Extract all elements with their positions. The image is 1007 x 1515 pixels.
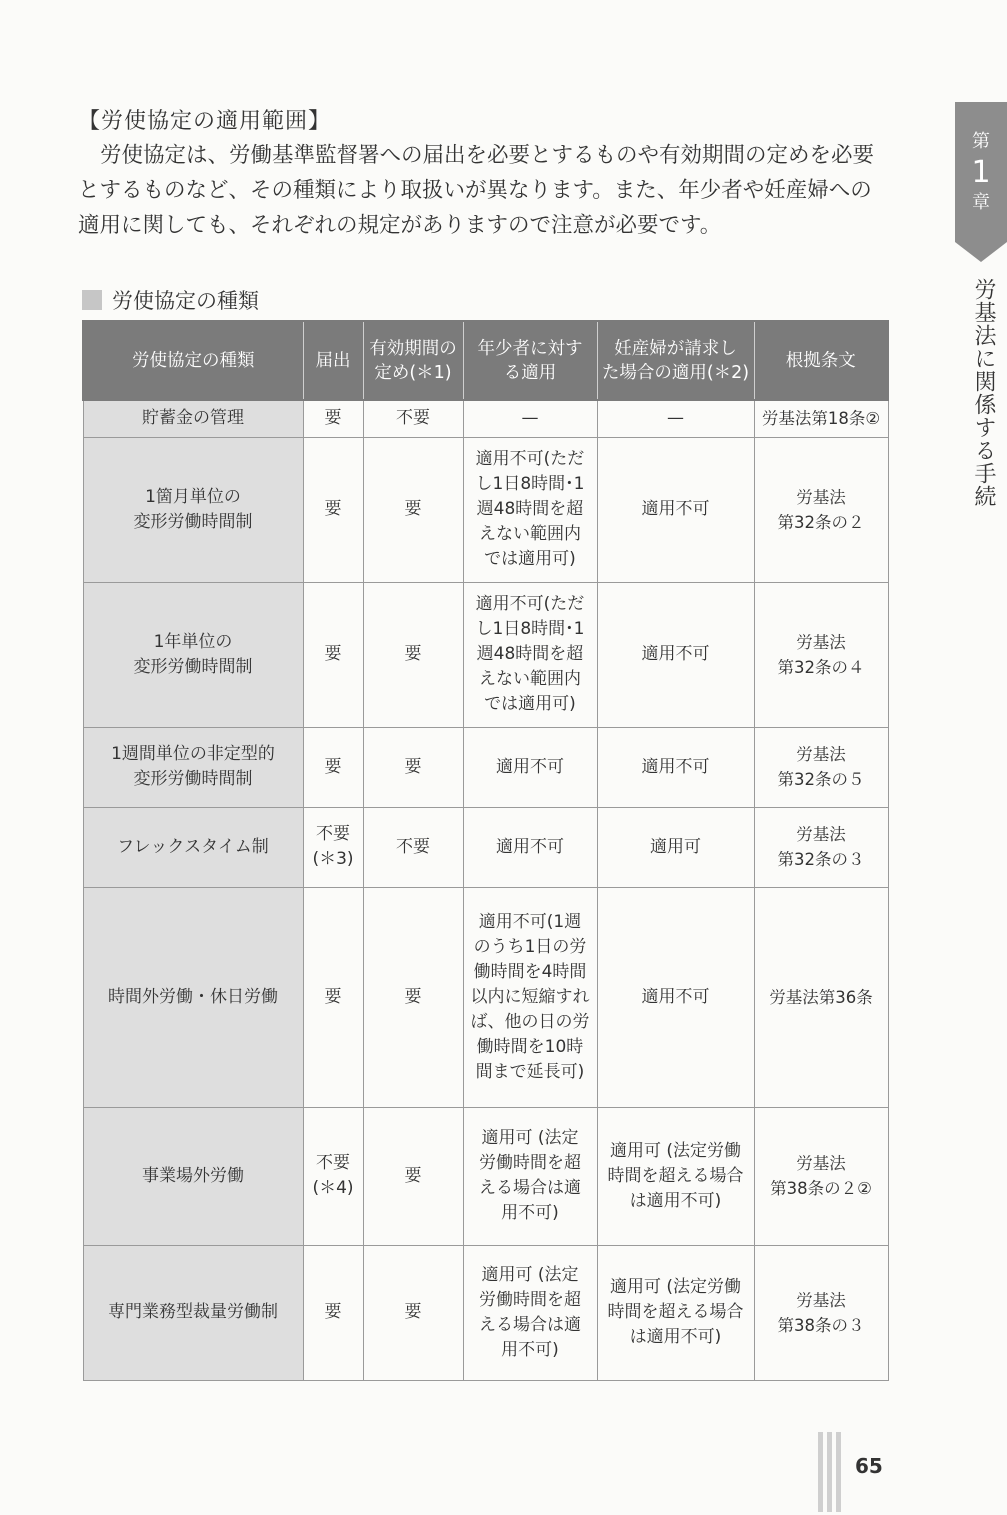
cell-text: 適用不可 xyxy=(641,986,710,1007)
cell-text: 要 xyxy=(324,756,342,777)
agreement-types-table xyxy=(82,320,889,1381)
cell-validity xyxy=(363,400,463,437)
cell-text: 事業場外労働 xyxy=(142,1165,244,1186)
cell-text: は適用不可) xyxy=(629,1190,722,1211)
cell-text: 適用可 (法定労働 xyxy=(609,1140,742,1161)
header-maternity xyxy=(597,321,754,400)
cell-text: 要 xyxy=(404,1302,422,1322)
cell-filing xyxy=(303,437,363,582)
cell-kind xyxy=(83,727,303,807)
table-title-text: 労使協定の種類 xyxy=(112,289,259,313)
cell-kind xyxy=(83,1107,303,1245)
cell-text: 不要 xyxy=(396,836,430,857)
cell-kind xyxy=(83,887,303,1107)
table-header-row xyxy=(83,321,888,400)
cell-text: 1週間単位の非定型的 xyxy=(111,744,275,764)
cell-kind xyxy=(83,1245,303,1380)
cell-text: フレックスタイム制 xyxy=(117,836,269,857)
cell-text: 1年単位の xyxy=(153,631,233,652)
cell-filing xyxy=(303,1107,363,1245)
cell-text: 不要 xyxy=(316,1153,350,1173)
cell-text: 要 xyxy=(404,644,422,664)
cell-minors xyxy=(463,400,597,437)
header-kind xyxy=(83,321,303,400)
cell-text: 要 xyxy=(404,1165,422,1186)
header-text: 有効期間の xyxy=(369,338,457,359)
cell-text: えない範囲内 xyxy=(479,669,581,689)
cell-text: 以内に短縮すれ xyxy=(470,986,590,1007)
cell-text: 適用不可(ただ xyxy=(475,594,585,614)
header-text: 根拠条文 xyxy=(785,350,856,371)
cell-text: では適用可) xyxy=(484,549,576,569)
cell-basis xyxy=(754,1245,888,1380)
header-text: 届出 xyxy=(315,350,351,371)
table-title xyxy=(82,285,259,315)
cell-maternity xyxy=(597,437,754,582)
cell-text: — xyxy=(667,408,684,429)
cell-text: 労働時間を超 xyxy=(479,1289,581,1310)
header-validity xyxy=(363,321,463,400)
cell-text: える場合は適 xyxy=(479,1178,581,1198)
cell-text: 労基法 xyxy=(796,1154,846,1173)
table-row xyxy=(83,400,888,437)
cell-text: 適用可 (法定労働 xyxy=(609,1277,742,1297)
cell-text: 適用不可 xyxy=(496,756,564,777)
cell-kind xyxy=(83,400,303,437)
page-folio xyxy=(818,1432,883,1512)
cell-minors xyxy=(463,1107,597,1245)
cell-maternity xyxy=(597,1245,754,1380)
cell-basis xyxy=(754,582,888,727)
cell-maternity xyxy=(597,727,754,807)
cell-text: 働時間を4時間 xyxy=(473,961,587,982)
cell-text: 適用可 xyxy=(650,836,701,857)
cell-text: 第38条の３ xyxy=(777,1315,865,1335)
header-text: 定め(＊1) xyxy=(374,362,452,383)
intro-line: とするものなど、その種類により取扱いが異なります。また、年少者や妊産婦への xyxy=(78,178,872,203)
cell-text: 第32条の３ xyxy=(777,850,865,869)
chapter-tab xyxy=(955,102,1007,242)
cell-minors xyxy=(463,887,597,1107)
header-basis xyxy=(754,321,888,400)
table-row xyxy=(83,727,888,807)
cell-validity xyxy=(363,807,463,887)
cell-text: 時間を超える場合 xyxy=(607,1165,744,1186)
cell-text: し1日8時間･1 xyxy=(475,619,585,639)
cell-text: 労基法 xyxy=(796,1290,846,1310)
cell-text: 適用不可(ただ xyxy=(475,449,585,469)
cell-kind xyxy=(83,582,303,727)
cell-text: ば、他の日の労 xyxy=(470,1011,590,1032)
cell-text: 要 xyxy=(324,986,342,1007)
table-row xyxy=(83,582,888,727)
cell-maternity xyxy=(597,582,754,727)
table-row xyxy=(83,807,888,887)
header-minors xyxy=(463,321,597,400)
cell-text: える場合は適 xyxy=(479,1314,581,1335)
cell-text: 適用可 (法定 xyxy=(481,1128,579,1148)
cell-text: 第32条の２ xyxy=(777,512,865,532)
cell-text: 適用不可(1週 xyxy=(478,911,582,932)
intro-line: 適用に関しても、それぞれの規定がありますので注意が必要です。 xyxy=(78,213,722,238)
header-text: た場合の適用(＊2) xyxy=(601,362,750,383)
section-heading: 【労使協定の適用範囲】 xyxy=(78,109,332,134)
chapter-side-title: 労基法に関係する手続 xyxy=(971,278,996,508)
cell-text: えない範囲内 xyxy=(479,524,581,544)
cell-text: 適用可 (法定 xyxy=(481,1264,579,1285)
cell-basis xyxy=(754,887,888,1107)
cell-text: 不要 xyxy=(316,824,350,844)
cell-text: では適用可) xyxy=(484,694,576,714)
cell-text: (＊3) xyxy=(312,849,354,869)
cell-minors xyxy=(463,582,597,727)
header-text: 年少者に対す xyxy=(477,338,583,359)
cell-text: 適用不可 xyxy=(496,836,564,857)
cell-text: 第32条の４ xyxy=(777,657,865,677)
cell-minors xyxy=(463,1245,597,1380)
cell-validity xyxy=(363,582,463,727)
cell-text: 時間を超える場合 xyxy=(607,1302,744,1322)
cell-text: のうち1日の労 xyxy=(473,936,587,957)
square-bullet-icon xyxy=(82,290,102,310)
cell-text: 要 xyxy=(324,644,342,664)
cell-text: 時間外労働・休日労働 xyxy=(108,986,278,1007)
header-filing xyxy=(303,321,363,400)
cell-maternity xyxy=(597,807,754,887)
cell-text: 労基法第18条② xyxy=(761,409,881,429)
table-row xyxy=(83,1245,888,1380)
cell-validity xyxy=(363,1245,463,1380)
cell-text: は適用不可) xyxy=(629,1327,722,1347)
cell-filing xyxy=(303,887,363,1107)
cell-filing xyxy=(303,807,363,887)
cell-text: 要 xyxy=(324,499,342,519)
cell-text: 変形労働時間制 xyxy=(133,769,253,789)
cell-filing xyxy=(303,582,363,727)
cell-kind xyxy=(83,807,303,887)
table-row xyxy=(83,887,888,1107)
cell-text: 労基法 xyxy=(796,825,846,844)
cell-text: 労基法 xyxy=(796,487,846,507)
folio-bars-icon xyxy=(818,1432,841,1512)
cell-text: 労働時間を超 xyxy=(479,1153,581,1173)
cell-basis xyxy=(754,400,888,437)
cell-text: 第38条の２② xyxy=(770,1179,872,1198)
cell-filing xyxy=(303,400,363,437)
cell-text: 労基法第36条 xyxy=(769,987,873,1007)
cell-filing xyxy=(303,1245,363,1380)
cell-basis xyxy=(754,1107,888,1245)
intro-line: 労使協定は、労働基準監督署への届出を必要とするものや有効期間の定めを必要 xyxy=(100,143,875,168)
cell-text: (＊4) xyxy=(312,1178,354,1198)
cell-minors xyxy=(463,437,597,582)
cell-text: 働時間を10時 xyxy=(476,1036,584,1057)
cell-text: 貯蓄金の管理 xyxy=(142,408,244,429)
page-number: 65 xyxy=(855,1454,883,1478)
cell-validity xyxy=(363,887,463,1107)
cell-text: 適用不可 xyxy=(641,756,710,777)
cell-minors xyxy=(463,727,597,807)
cell-text: 適用不可 xyxy=(641,644,710,664)
cell-text: 不要 xyxy=(396,408,430,429)
chapter-tab-bottom: 章 xyxy=(972,191,990,213)
cell-text: 第32条の５ xyxy=(777,770,865,789)
cell-text: 変形労働時間制 xyxy=(133,511,253,532)
cell-text: 要 xyxy=(404,986,422,1007)
cell-minors xyxy=(463,807,597,887)
cell-kind xyxy=(83,437,303,582)
cell-text: 要 xyxy=(324,1302,342,1322)
header-text: 妊産婦が請求し xyxy=(614,338,737,359)
cell-text: 週48時間を超 xyxy=(476,499,584,519)
cell-text: 労基法 xyxy=(796,632,846,652)
cell-text: — xyxy=(521,408,539,429)
table-row xyxy=(83,1107,888,1245)
cell-text: 要 xyxy=(404,499,422,519)
cell-text: 1箇月単位の xyxy=(145,486,241,507)
cell-text: 要 xyxy=(404,756,422,777)
cell-filing xyxy=(303,727,363,807)
chapter-tab-top: 第 xyxy=(972,130,990,152)
cell-validity xyxy=(363,1107,463,1245)
cell-validity xyxy=(363,727,463,807)
cell-text: し1日8時間･1 xyxy=(475,474,585,494)
cell-basis xyxy=(754,807,888,887)
header-text: 労使協定の種類 xyxy=(132,350,255,371)
cell-text: 変形労働時間制 xyxy=(133,656,253,677)
cell-text: 労基法 xyxy=(796,745,846,764)
cell-maternity xyxy=(597,1107,754,1245)
cell-text: 間まで延長可) xyxy=(475,1061,585,1082)
cell-maternity xyxy=(597,887,754,1107)
cell-validity xyxy=(363,437,463,582)
cell-basis xyxy=(754,727,888,807)
cell-text: 専門業務型裁量労働制 xyxy=(108,1302,278,1322)
table-row xyxy=(83,437,888,582)
cell-maternity xyxy=(597,400,754,437)
cell-text: 適用不可 xyxy=(641,499,710,519)
cell-text: 用不可) xyxy=(501,1339,559,1360)
intro-paragraph xyxy=(78,138,908,243)
header-text: る適用 xyxy=(503,362,557,383)
cell-basis xyxy=(754,437,888,582)
cell-text: 週48時間を超 xyxy=(476,644,584,664)
cell-text: 用不可) xyxy=(501,1203,559,1223)
chapter-number: 1 xyxy=(971,154,991,190)
cell-text: 要 xyxy=(324,408,342,429)
